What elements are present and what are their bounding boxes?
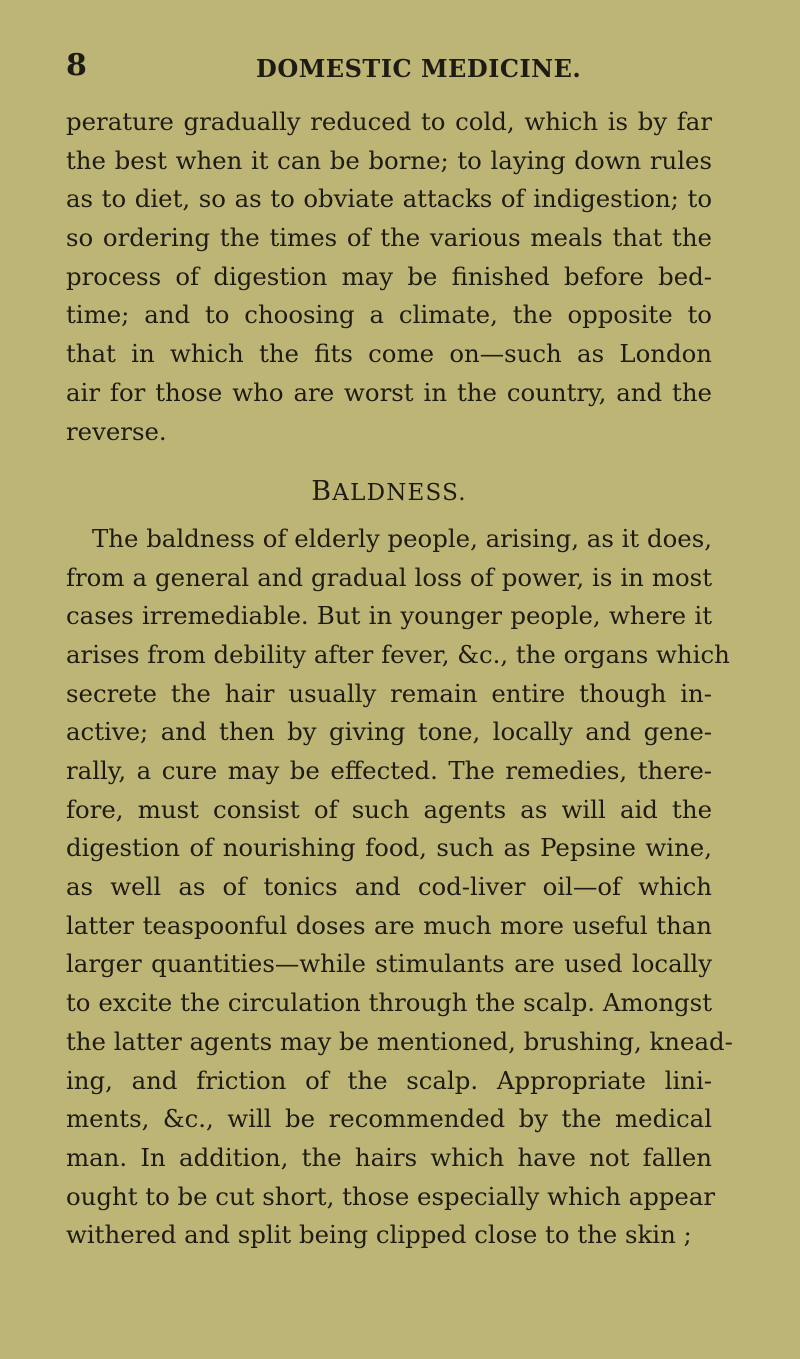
section-heading-initial: B <box>311 476 333 508</box>
text-line: cases irremediable. But in younger people, where it <box>66 601 712 631</box>
text-line: man. In addition, the hairs which have not fallen <box>66 1142 712 1172</box>
text-line: the best when it can be borne; to laying down rules <box>66 145 712 175</box>
text-line: fore, must consist of such agents as will aid the <box>66 794 712 824</box>
text-line: process of digestion may be finished before bed- <box>66 261 712 291</box>
text-line: as well as of tonics and cod-liver oil—of which <box>66 872 712 902</box>
text-line: arises from debility after fever, &c., the organs which <box>66 639 730 669</box>
text-line: rally, a cure may be effected. The remedies, there- <box>66 756 712 785</box>
text-line: time; and to choosing a climate, the opposite to <box>66 300 712 330</box>
paragraph-baldness <box>66 520 733 1255</box>
text-line: ing, and friction of the scalp. Appropriate lini- <box>66 1065 712 1095</box>
text-line: digestion of nourishing food, such as Pepsine wine, <box>66 833 712 863</box>
text-line: that in which the fits come on—such as London <box>66 339 712 369</box>
text-line: to excite the circulation through the scalp. Amongst <box>66 988 712 1018</box>
text-line: ments, &c., will be recommended by the medical <box>66 1104 712 1134</box>
section-heading-rest: ALDNESS. <box>332 480 467 507</box>
section-heading <box>66 473 712 512</box>
text-line: reverse. <box>66 416 167 446</box>
paragraph-continued <box>66 103 712 451</box>
text-line: ought to be cut short, those especially which appear <box>66 1181 716 1211</box>
page-number: 8 <box>66 48 87 83</box>
text-line: The baldness of elderly people, arising, as it does, <box>92 523 712 553</box>
text-line: as to diet, so as to obviate attacks of indigestion; to <box>66 184 712 214</box>
text-line: air for those who are worst in the country, and the <box>66 377 712 407</box>
text-line: perature gradually reduced to cold, which is by far <box>66 107 712 136</box>
running-head: DOMESTIC MEDICINE. <box>256 54 582 83</box>
text-line: larger quantities—while stimulants are used locally <box>66 949 712 979</box>
text-line: withered and split being clipped close to the skin ; <box>66 1220 692 1250</box>
text-line: from a general and gradual loss of power, is in most <box>66 562 712 592</box>
text-line: secrete the hair usually remain entire though in- <box>66 678 712 708</box>
page-header <box>66 48 720 88</box>
page-body <box>66 103 733 1255</box>
text-line: latter teaspoonful doses are much more useful than <box>66 910 712 940</box>
text-line: so ordering the times of the various meals that the <box>66 223 712 253</box>
text-line: active; and then by giving tone, locally and gene- <box>66 717 712 747</box>
text-line: the latter agents may be mentioned, brushing, knead- <box>66 1026 733 1056</box>
